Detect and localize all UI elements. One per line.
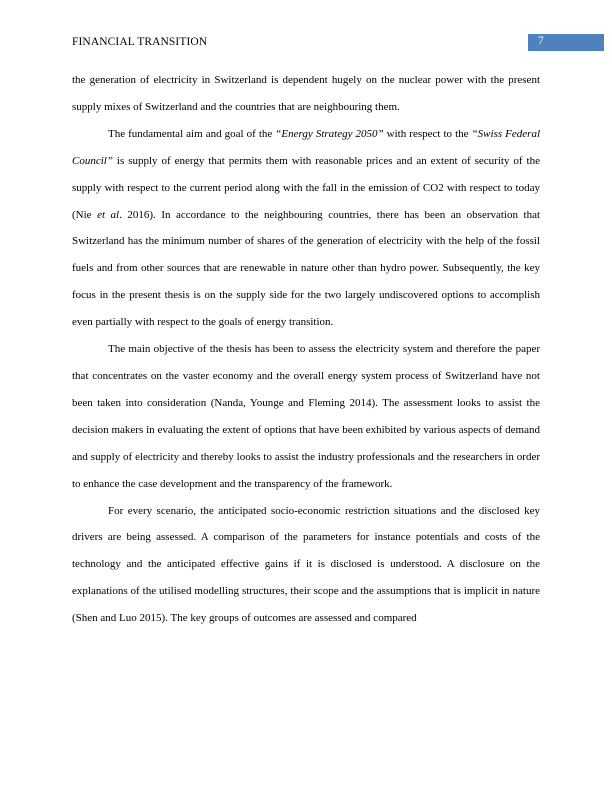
running-head: FINANCIAL TRANSITION [72,36,208,48]
document-body [72,67,540,632]
page-number-badge [528,34,604,51]
paragraph-4: For every scenario, the anticipated socio-economic restriction situations and the disclosed key drivers are being assessed. A comparison of the parameters for instance potentials and costs of the technology and the anticipated effective gains if it is disclosed is understood. A disclosure on the explanations of the utilised modelling structures, their scope and the assumptions that is implicit in nature (Shen and Luo 2015). The key groups of outcomes are assessed and compared [72,504,540,625]
paragraph-2: The fundamental aim and goal of the “Energy Strategy 2050” with respect to the “Swiss Federal Council” is supply of energy that permits them with reasonable prices and an extent of security of the supply with respect to the current period along with the fall in the emission of CO2 with respect to today (Nie et al. 2016). In accordance to the neighbouring countries, there has been an observation that Switzerland has the minimum number of shares of the generation of electricity with the help of the fossil fuels and from other sources that are renewable in nature other than hydro power. Subsequently, the key focus in the present thesis is on the supply side for the two largely undiscovered options to accomplish even partially with respect to the goals of energy transition. [72,127,541,329]
paragraph-3: The main objective of the thesis has been to assess the electricity system and therefore the paper that concentrates on the vaster economy and the overall energy system process of Switzerland have not been taken into consideration (Nanda, Younge and Fleming 2014). The assessment looks to assist the decision makers in evaluating the extent of options that have been exhibited by various aspects of demand and supply of electricity and thereby looks to assist the industry professionals and the researchers in order to enhance the case development and the transparency of the framework. [72,343,540,490]
paragraph-1: the generation of electricity in Switzerland is dependent hugely on the nuclear power with the present supply mixes of Switzerland and the countries that are neighbouring them. [72,74,540,113]
page-number: 7 [538,35,544,47]
